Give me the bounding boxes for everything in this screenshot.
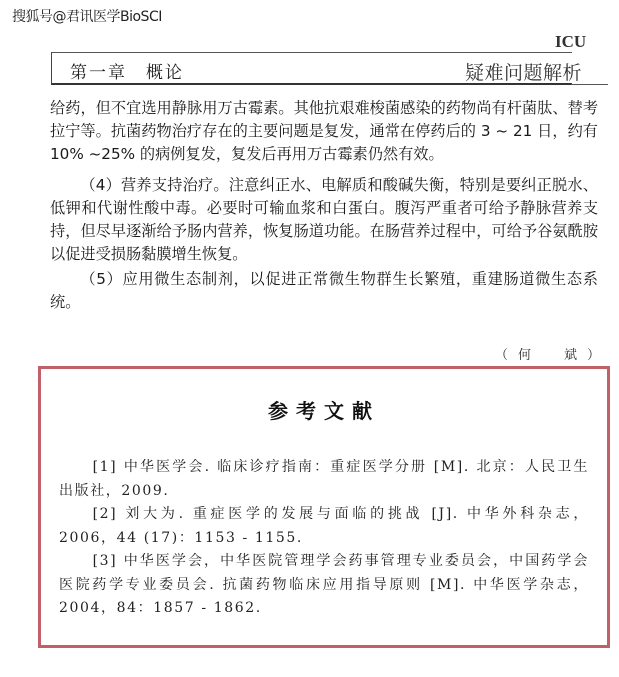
body-paragraph: （4）营养支持治疗。注意纠正水、电解质和酸碱失衡，特别是要纠正脱水、低钾和代谢性酸中毒。必要时可输血浆和白蛋白。腹泻严重者可给予静脉营养支持，但尽早逐渐给予肠内营养，恢复肠道功能。在肠营养过程中，可给予谷氨酰胺以促进受损肠黏膜增生恢复。 — [50, 176, 598, 263]
references-title: 参考文献 — [268, 399, 380, 423]
series-label: ICU — [555, 32, 587, 51]
watermark: 搜狐号@君讯医学BioSCI — [12, 9, 162, 25]
book-title: 疑难问题解析 — [465, 62, 583, 84]
reference-item: [2] 刘大为. 重症医学的发展与面临的挑战 [J]. 中华外科杂志，2006，44 (17)：1153 - 1155. — [59, 506, 589, 546]
reference-item: [3] 中华医学会，中华医院管理学会药事管理专业委员会，中国药学会医院药学专业委员会. 抗菌药物临床应用指导原则 [M]. 中华医学杂志，2004，84：1857 - 1862. — [59, 553, 589, 616]
chapter-title: 第一章 概论 — [70, 63, 184, 83]
body-paragraph: 给药，但不宜选用静脉用万古霉素。其他抗艰难梭菌感染的药物尚有杆菌肽、替考拉宁等。抗菌药物治疗存在的主要问题是复发，通常在停药后的 3 ~ 21 日，约有 10% ~25% 的病例复发，复发后再用万古霉素仍然有效。 — [50, 99, 598, 163]
reference-item: [1] 中华医学会. 临床诊疗指南：重症医学分册 [M]. 北京：人民卫生出版社，2009. — [59, 459, 589, 499]
references-highlight-box — [38, 366, 610, 648]
author-attribution: （何 斌） — [495, 348, 611, 363]
body-paragraph: （5）应用微生态制剂，以促进正常微生物群生长繁殖，重建肠道微生态系统。 — [50, 270, 598, 311]
